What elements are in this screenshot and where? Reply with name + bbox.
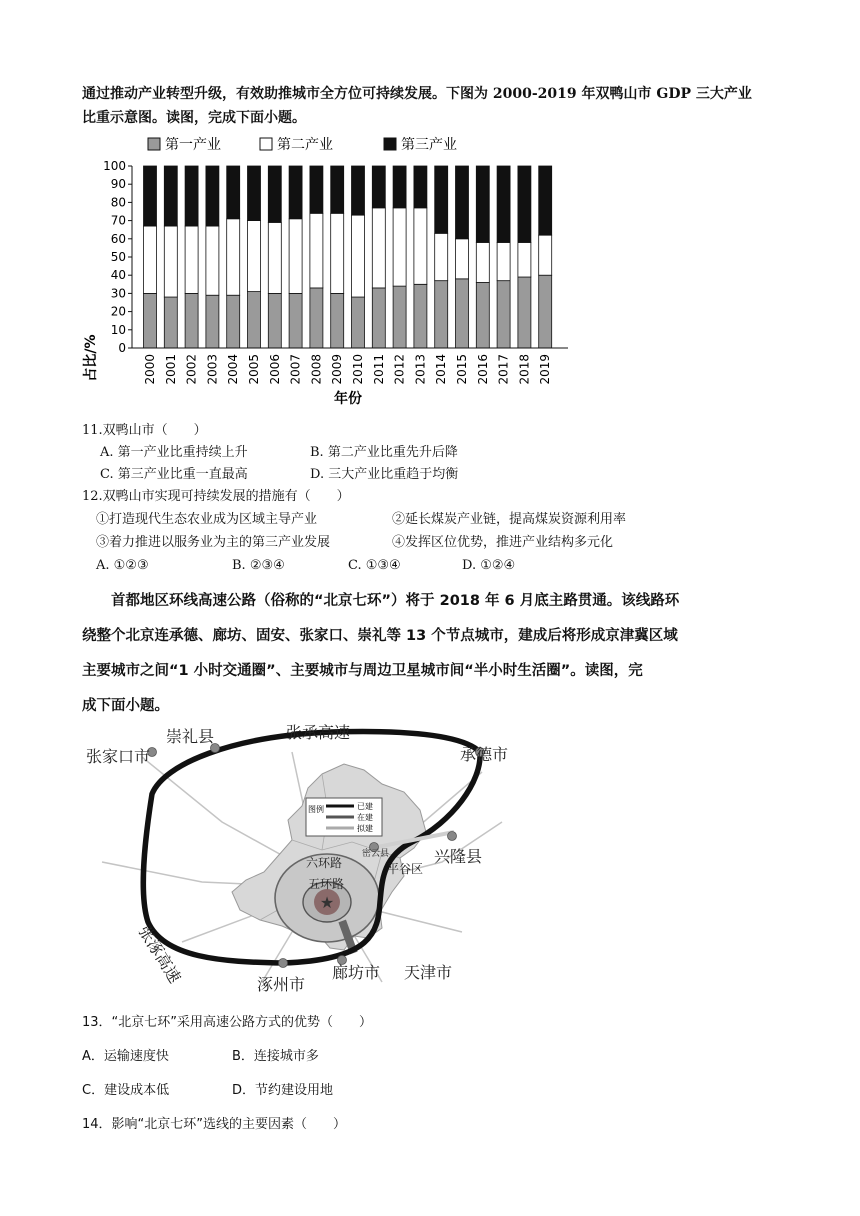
bar-segment-2015-3	[456, 166, 469, 239]
bar-segment-2019-3	[539, 166, 552, 235]
x-tick-label: 2017	[496, 354, 511, 385]
q13-option-b: B．连接城市多	[232, 1049, 319, 1064]
q12-option-d: D. ①②④	[462, 558, 516, 573]
q12-statement-2: ②延长煤炭产业链，提高煤炭资源利用率	[392, 512, 627, 527]
bar-segment-2016-3	[476, 166, 489, 242]
bar-segment-2013-2	[414, 208, 427, 284]
capital-star-icon: ★	[319, 893, 335, 912]
chart-legend	[148, 136, 457, 153]
legend-label-2: 第二产业	[277, 137, 333, 153]
x-tick-label: 2019	[538, 354, 553, 385]
bar-segment-2018-1	[518, 277, 531, 348]
q13-option-c: C．建设成本低	[82, 1083, 170, 1098]
beijing-ring-map	[82, 712, 542, 1002]
y-tick-label: 20	[110, 304, 126, 319]
bar-segment-2016-1	[476, 282, 489, 348]
q11-option-d: D. 三大产业比重趋于均衡	[310, 467, 459, 482]
y-axis-label: 占比/%	[83, 334, 99, 382]
y-tick-label: 100	[103, 159, 126, 173]
label-pinggu: 平谷区	[387, 862, 424, 876]
bar-segment-2015-2	[456, 239, 469, 279]
bar-segment-2007-1	[289, 293, 302, 348]
bar-segment-2011-2	[372, 208, 385, 288]
bar-segment-2011-3	[372, 166, 385, 208]
q11-option-b: B. 第二产业比重先升后降	[310, 445, 458, 460]
bar-segment-2010-3	[352, 166, 365, 215]
y-tick-label: 80	[110, 195, 126, 210]
bar-segment-2005-3	[248, 166, 261, 221]
bar-segment-2003-2	[206, 226, 219, 295]
legend-swatch-1	[148, 138, 160, 150]
x-tick-label: 2004	[226, 354, 241, 385]
bar-segment-2013-1	[414, 284, 427, 348]
label-zhangjiakou: 张家口市	[86, 747, 151, 766]
intro-text	[82, 82, 782, 130]
bar-segment-2016-2	[476, 242, 489, 282]
q12-stem: 12.双鸭山市实现可持续发展的措施有（ ）	[82, 489, 350, 504]
bar-segment-2012-1	[393, 286, 406, 348]
legend-built: 已建	[357, 802, 373, 811]
q11-option-a: A. 第一产业比重持续上升	[100, 445, 248, 460]
bar-segment-2018-2	[518, 242, 531, 277]
bar-segment-2001-3	[164, 166, 177, 226]
bar-segment-2014-2	[435, 233, 448, 280]
bar-area	[144, 166, 552, 348]
legend-swatch-2	[260, 138, 272, 150]
bar-segment-2003-1	[206, 295, 219, 348]
q13-stem: 13．“北京七环”采用高速公路方式的优势（ ）	[82, 1015, 373, 1030]
bar-segment-2003-3	[206, 166, 219, 226]
bar-segment-2013-3	[414, 166, 427, 208]
bar-segment-2004-3	[227, 166, 240, 219]
passage-2	[82, 584, 792, 724]
label-zhangcheng: 张承高速	[286, 723, 351, 742]
y-tick-label: 70	[110, 213, 126, 228]
bar-segment-2004-2	[227, 219, 240, 295]
bar-segment-2015-1	[456, 279, 469, 348]
x-tick-label: 2003	[205, 354, 220, 385]
map-legend-title: 图例	[308, 805, 324, 814]
label-chongli: 崇礼县	[166, 727, 215, 746]
bar-segment-2006-2	[268, 222, 281, 293]
x-tick-label: 2006	[267, 354, 282, 385]
bar-segment-2008-3	[310, 166, 323, 213]
y-tick-label: 10	[110, 322, 126, 337]
bar-segment-2008-2	[310, 213, 323, 288]
q11-stem: 11.双鸭山市（ ）	[82, 423, 207, 438]
y-tick-label: 50	[110, 250, 126, 264]
q12-option-b: B. ②③④	[232, 558, 285, 573]
passage-2-line-2: 绕整个北京连承德、廊坊、固安、张家口、崇礼等 13 个节点城市，建成后将形成京津冀区域	[82, 628, 678, 644]
legend-planned: 拟建	[357, 824, 373, 833]
x-axis-label: 年份	[334, 391, 362, 407]
y-tick-label: 40	[110, 268, 126, 283]
map-legend	[306, 798, 382, 836]
y-axis	[103, 159, 132, 355]
bar-segment-2005-1	[248, 292, 261, 348]
bar-segment-2009-2	[331, 213, 344, 293]
x-tick-label: 2018	[517, 354, 532, 385]
bar-segment-2009-1	[331, 293, 344, 348]
bar-segment-2004-1	[227, 295, 240, 348]
bar-segment-2017-1	[497, 281, 510, 348]
bar-segment-2002-1	[185, 293, 198, 348]
legend-swatch-3	[384, 138, 396, 150]
q11-option-c: C. 第三产业比重一直最高	[100, 467, 248, 482]
label-zhuozhou: 涿州市	[257, 975, 306, 994]
x-tick-label: 2010	[351, 354, 365, 385]
q12-option-c: C. ①③④	[348, 558, 401, 573]
bar-segment-2019-2	[539, 235, 552, 275]
y-tick-label: 30	[110, 286, 126, 301]
bar-segment-2005-2	[248, 221, 261, 292]
q14-stem: 14．影响“北京七环”选线的主要因素（ ）	[82, 1117, 347, 1132]
passage-2-line-4: 成下面小题。	[82, 698, 169, 714]
legend-label-3: 第三产业	[401, 137, 457, 153]
x-tick-label: 2009	[330, 354, 345, 385]
x-axis	[132, 348, 568, 385]
x-tick-label: 2001	[163, 354, 178, 385]
bar-segment-2010-2	[352, 215, 365, 297]
q12-statement-1: ①打造现代生态农业成为区域主导产业	[96, 512, 318, 527]
y-tick-label: 0	[118, 341, 126, 355]
x-tick-label: 2007	[288, 354, 303, 385]
q12-statement-4: ④发挥区位优势，推进产业结构多元化	[392, 535, 614, 550]
label-chengde: 承德市	[460, 745, 509, 764]
y-tick-label: 90	[110, 177, 126, 192]
bar-segment-2001-2	[164, 226, 177, 297]
label-xinglong: 兴隆县	[434, 847, 483, 866]
q12-option-a: A. ①②③	[96, 558, 149, 573]
bar-segment-2001-1	[164, 297, 177, 348]
bar-segment-2019-1	[539, 275, 552, 348]
bar-segment-2006-1	[268, 293, 281, 348]
bar-segment-2009-3	[331, 166, 344, 213]
bar-segment-2011-1	[372, 288, 385, 348]
label-ring5: 五环路	[308, 877, 345, 891]
x-tick-label: 2012	[392, 354, 407, 385]
bar-segment-2014-1	[435, 281, 448, 348]
question-11	[82, 420, 207, 442]
bar-segment-2002-2	[185, 226, 198, 293]
bar-segment-2007-3	[289, 166, 302, 219]
bar-segment-2008-1	[310, 288, 323, 348]
bar-segment-2006-3	[268, 166, 281, 222]
industry-share-chart	[78, 130, 578, 412]
bar-segment-2012-3	[393, 166, 406, 208]
label-tianjin: 天津市	[404, 963, 453, 982]
legend-building: 在建	[357, 813, 373, 822]
passage-2-line-3: 主要城市之间“1 小时交通圈”、主要城市与周边卫星城市间“半小时生活圈”。读图，完	[82, 663, 643, 679]
x-tick-label: 2000	[143, 354, 157, 385]
label-miyun: 密云县	[362, 849, 390, 859]
q13-option-d: D．节约建设用地	[232, 1083, 334, 1098]
x-tick-label: 2011	[371, 354, 386, 385]
x-tick-label: 2002	[184, 354, 199, 385]
bar-segment-2012-2	[393, 208, 406, 286]
bar-segment-2017-2	[497, 242, 510, 280]
intro-line-1: 通过推动产业转型升级，有效助推城市全方位可持续发展。下图为 2000-2019 年双鸭山市 GDP 三大产业	[82, 86, 752, 102]
label-ring6: 六环路	[306, 856, 343, 870]
bar-segment-2002-3	[185, 166, 198, 226]
label-langfang: 廊坊市	[332, 963, 381, 982]
bar-segment-2000-2	[144, 226, 157, 293]
x-tick-label: 2016	[475, 354, 490, 385]
bar-segment-2000-3	[144, 166, 157, 226]
x-tick-label: 2013	[413, 354, 428, 385]
x-tick-label: 2008	[309, 354, 324, 385]
bar-segment-2000-1	[144, 293, 157, 348]
x-tick-label: 2014	[434, 354, 449, 385]
bar-segment-2007-2	[289, 219, 302, 294]
label-zhangzhuo: 张涿高速	[134, 922, 185, 987]
intro-line-2: 比重示意图。读图，完成下面小题。	[82, 110, 306, 126]
q12-statement-3: ③着力推进以服务业为主的第三产业发展	[96, 535, 331, 550]
x-tick-label: 2015	[455, 354, 469, 385]
legend-label-1: 第一产业	[165, 137, 221, 153]
bar-segment-2018-3	[518, 166, 531, 242]
bar-segment-2017-3	[497, 166, 510, 242]
x-tick-label: 2005	[247, 354, 261, 385]
q13-option-a: A．运输速度快	[82, 1049, 169, 1064]
y-tick-label: 60	[110, 231, 126, 246]
bar-segment-2010-1	[352, 297, 365, 348]
bar-segment-2014-3	[435, 166, 448, 233]
passage-2-line-1: 首都地区环线高速公路（俗称的“北京七环”）将于 2018 年 6 月底主路贯通。该线路环	[111, 593, 680, 609]
